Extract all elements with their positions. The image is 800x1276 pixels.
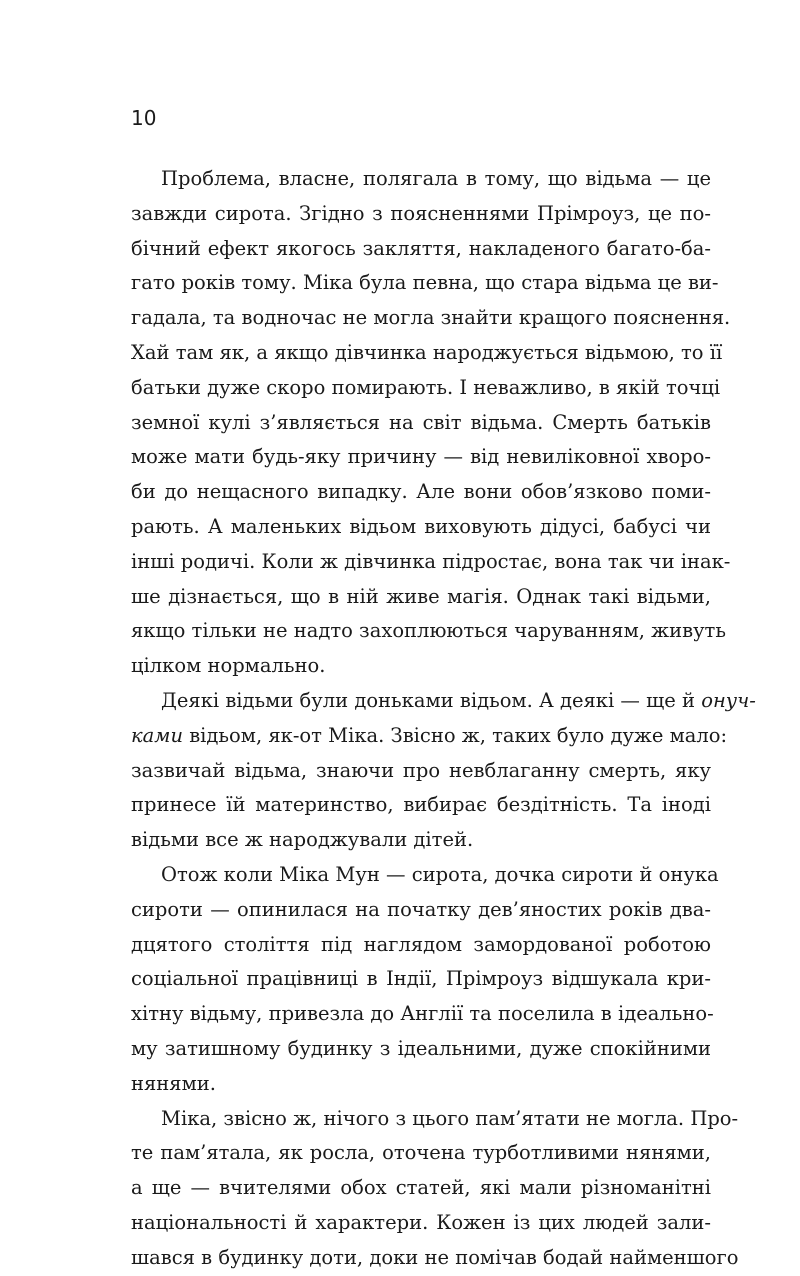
- text-run: відьом, як-от Міка. Звісно ж, таких було дуже мало:: [183, 723, 728, 747]
- text-line: якщо тільки не надто захоплюються чаруванням, живуть: [131, 619, 726, 643]
- text-line: інші родичі. Коли ж дівчинка підростає, вона так чи інак-: [131, 549, 731, 573]
- text-line: завжди сирота. Згідно з поясненнями Прімроуз, це по-: [131, 201, 711, 225]
- text-line: ше дізнається, що в ній живе магія. Однак такі відьми,: [131, 584, 711, 608]
- paragraph-4: [131, 1102, 739, 1276]
- text-line: Хай там як, а якщо дівчинка народжується відьмою, то її: [131, 340, 723, 364]
- text-line: сироти — опинилася на початку дев’яностих років два-: [131, 897, 711, 921]
- text-line: шався в будинку доти, доки не помічав бодай найменшого: [131, 1245, 739, 1269]
- italic-text: онуч-: [701, 688, 756, 712]
- text-line: земної кулі з’являється на світ відьма. Смерть батьків: [131, 410, 711, 434]
- text-line: рають. А маленьких відьом виховують дідусі, бабусі чи: [131, 514, 711, 538]
- text-line: відьми все ж народжували дітей.: [131, 828, 474, 852]
- text-line: би до нещасного випадку. Але вони обов’язково поми-: [131, 480, 711, 504]
- text-line: му затишному будинку з ідеальними, дуже спокійними: [131, 1036, 711, 1060]
- page-number: 10: [131, 106, 157, 130]
- text-line: те пам’ятала, як росла, оточена турботливими нянями,: [131, 1141, 711, 1165]
- paragraph-3: [131, 858, 719, 1102]
- text-line: принесе їй материнство, вибирає бездітність. Та іноді: [131, 793, 711, 817]
- text-line: Проблема, власне, полягала в тому, що відьма — це: [161, 167, 711, 190]
- text-line: [131, 719, 728, 754]
- text-line: батьки дуже скоро помирають. І неважливо, в якій точці: [131, 375, 721, 399]
- text-line: гато років тому. Міка була певна, що стара відьма це ви-: [131, 271, 719, 295]
- text-line: бічний ефект якогось закляття, накладеного багато-ба-: [131, 236, 711, 260]
- text-line: гадала, та водночас не могла знайти кращого пояснення.: [131, 306, 731, 330]
- text-line: а ще — вчителями обох статей, які мали різноманітні: [131, 1176, 711, 1200]
- text-line: нянями.: [131, 1071, 216, 1095]
- text-line: Міка, звісно ж, нічого з цього пам’ятати не могла. Про-: [161, 1106, 739, 1130]
- text-line: національності й характери. Кожен із цих людей зали-: [131, 1210, 711, 1234]
- body-text: [131, 162, 756, 1276]
- text-line: [131, 684, 756, 719]
- text-line: Отож коли Міка Мун — сирота, дочка сироти й онука: [161, 862, 719, 886]
- text-line: дцятого століття під наглядом замордованої роботою: [131, 932, 711, 956]
- text-line: цілком нормально.: [131, 654, 326, 678]
- italic-text: ками: [131, 723, 183, 747]
- paragraph-1: [131, 162, 731, 684]
- text-run: Деякі відьми були доньками відьом. А деякі — ще й: [161, 688, 702, 712]
- text-line: соціальної працівниці в Індії, Прімроуз відшукала кри-: [131, 967, 711, 991]
- text-line: може мати будь-яку причину — від невиліковної хворо-: [131, 445, 711, 469]
- text-line: зазвичай відьма, знаючи про невблаганну смерть, яку: [131, 758, 711, 782]
- paragraph-2: [131, 684, 756, 858]
- text-line: хітну відьму, привезла до Англії та поселила в ідеально-: [131, 1002, 714, 1026]
